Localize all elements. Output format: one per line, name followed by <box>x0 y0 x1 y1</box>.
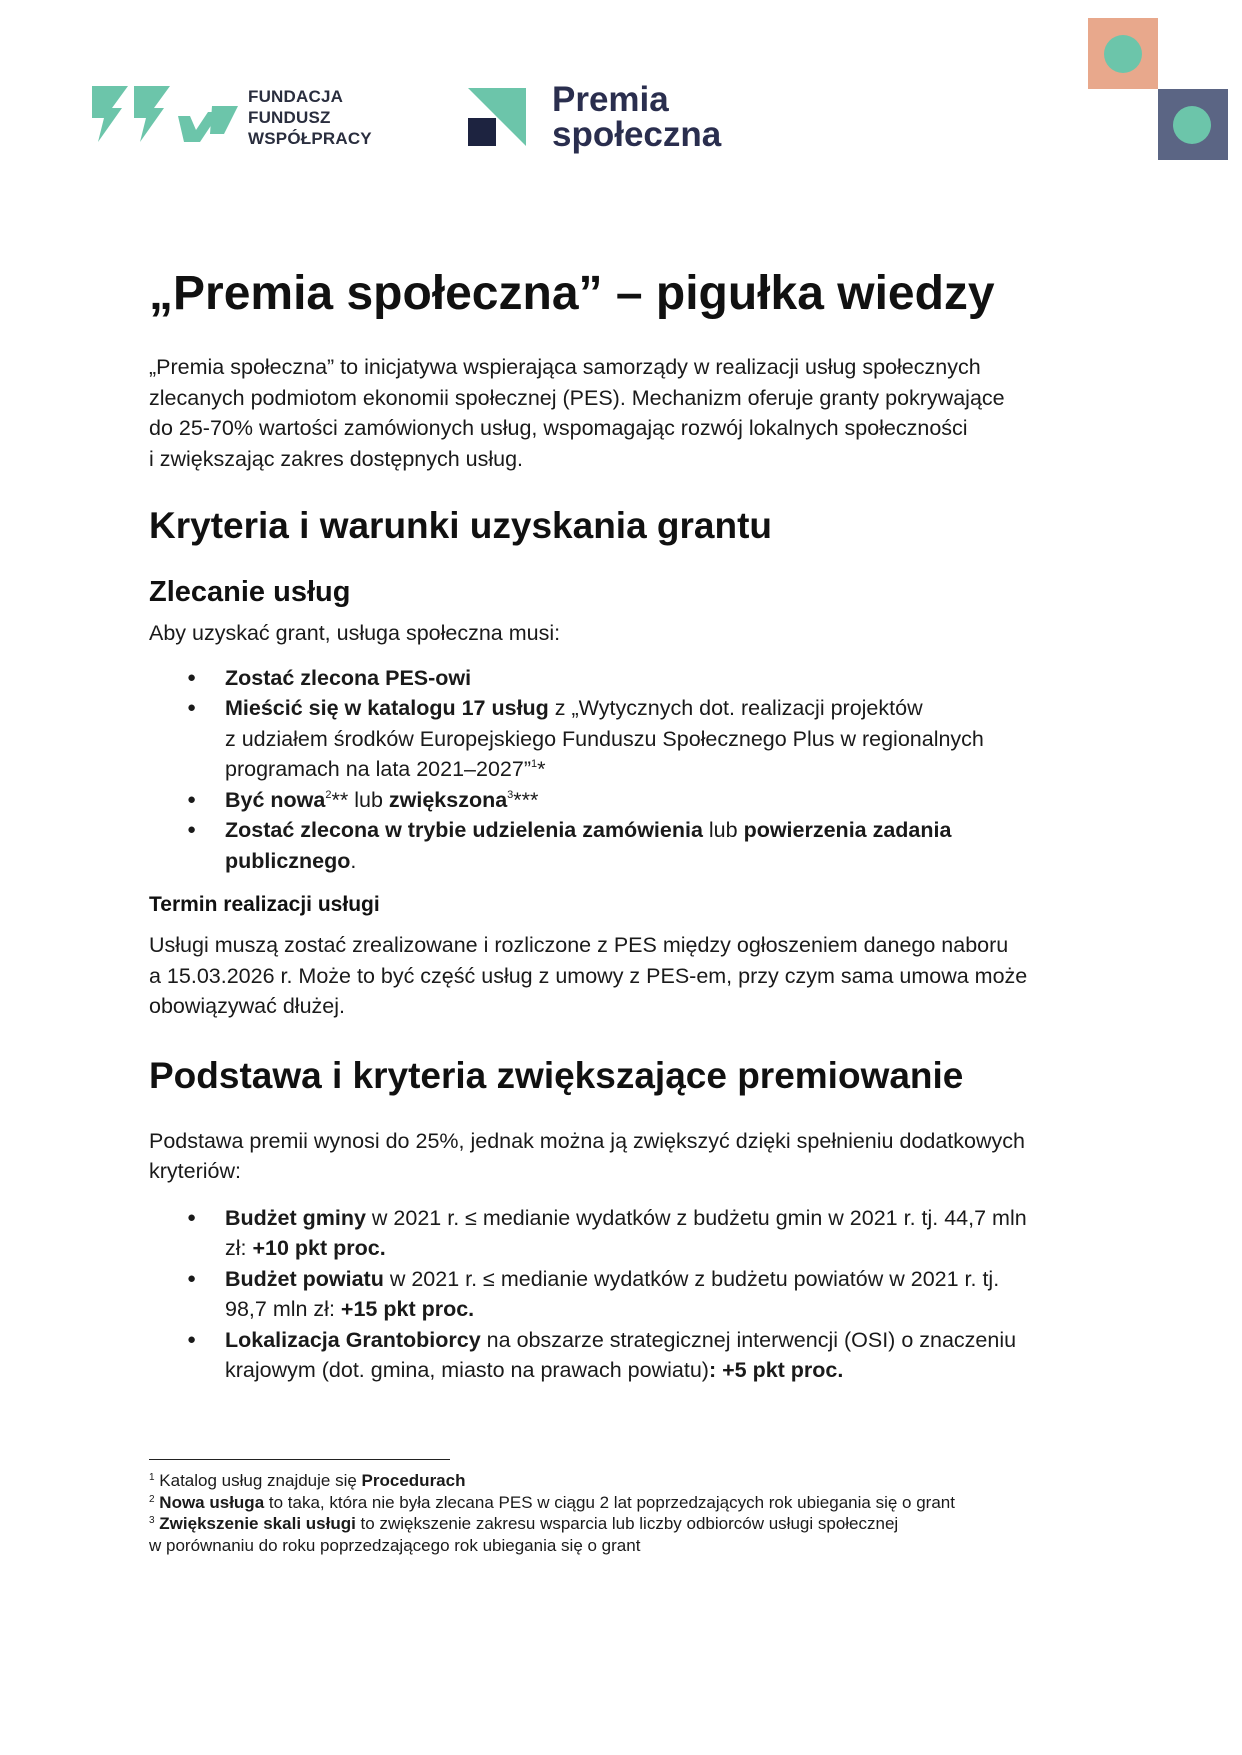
decorative-corner-squares-icon <box>1088 18 1228 160</box>
footnote-2: $^2$ Nowa usługa to taka, która nie była zlecana PES w ciągu 2 lat poprzedzających rok ubiegania się o grant <box>149 1492 955 1512</box>
footnotes <box>149 1470 1109 1556</box>
section-heading-premium: Podstawa i kryteria zwiększające premiowanie <box>149 1054 964 1096</box>
term-paragraph: Usługi muszą zostać zrealizowane i rozliczone z PES między ogłoszeniem danego naboru a 15.03.2026 r. Może to być część usług z umowy z PES-em, przy czym sama umowa może obowiązywać dłużej. <box>149 933 1028 1018</box>
ffw-logo-text: FUNDACJA FUNDUSZ WSPÓŁPRACY <box>248 87 372 148</box>
list-item: ● Budżet gminy w 2021 r. ≤ medianie wydatków z budżetu gmin w 2021 r. tj. 44,7 mln zł: +10 pkt proc. <box>149 1203 1109 1264</box>
list-item: ● Być nowa$^2$** lub zwiększona$^3$*** <box>149 785 1109 816</box>
footnote-ref-2: 2 <box>325 788 332 801</box>
intro-paragraph: „Premia społeczna” to inicjatywa wspierająca samorządy w realizacji usług społecznych zlecanych podmiotom ekonomii społecznej (PES). Mechanizm oferuje granty pokrywające do 25-70% wartości zamówionych usług, wspomagając rozwój lokalnych społeczności i zwiększając zakres dostępnych usług. <box>149 355 1005 471</box>
list-item: ● Budżet powiatu w 2021 r. ≤ medianie wydatków z budżetu powiatów w 2021 r. tj. 98,7 mln zł: +15 pkt proc. <box>149 1264 1109 1325</box>
footnote-3: $^3$ Zwiększenie skali usługi to zwiększenie zakresu wsparcia lub liczby odbiorców usługi społecznej w porównaniu do roku poprzedzającego rok ubiegania się o grant <box>149 1514 899 1555</box>
footnote-1: $^1$ Katalog usług znajduje się Procedurach <box>149 1471 466 1490</box>
commissioning-list <box>149 663 1109 877</box>
footnote-ref-1: 1 <box>531 758 538 770</box>
document-body <box>149 262 1109 1386</box>
subsection-heading-commissioning: Zlecanie usług <box>149 576 351 608</box>
list-item: ● Zostać zlecona w trybie udzielenia zamówienia lub powierzenia zadania publicznego. <box>149 815 1109 876</box>
list-item: ● Zostać zlecona PES-owi <box>149 663 1109 694</box>
premium-criteria-list <box>149 1203 1109 1386</box>
premia-spoleczna-logo-text: Premia społeczna <box>552 80 722 154</box>
list-item: ● Mieścić się w katalogu 17 usług z „Wytycznych dot. realizacji projektów z udziałem środków Europejskiego Funduszu Społecznego Plus w regionalnych programach na lata 2021–2027”$^1$* <box>149 693 1109 785</box>
section-heading-criteria: Kryteria i warunki uzyskania grantu <box>149 505 773 546</box>
footnote-divider <box>149 1459 450 1460</box>
page-title: „Premia społeczna” – pigułka wiedzy <box>149 267 995 320</box>
commissioning-lead: Aby uzyskać grant, usługa społeczna musi: <box>149 621 561 645</box>
footnote-ref-3: 3 <box>507 788 514 801</box>
premia-spoleczna-logo-icon <box>468 88 528 148</box>
list-item: ● Lokalizacja Grantobiorcy na obszarze strategicznej interwencji (OSI) o znaczeniu krajowym (dot. gmina, miasto na prawach powiatu): +5 pkt proc. <box>149 1325 1109 1386</box>
premium-lead: Podstawa premii wynosi do 25%, jednak można ją zwiększyć dzięki spełnieniu dodatkowych kryteriów: <box>149 1128 1025 1183</box>
term-heading: Termin realizacji usługi <box>149 893 380 916</box>
